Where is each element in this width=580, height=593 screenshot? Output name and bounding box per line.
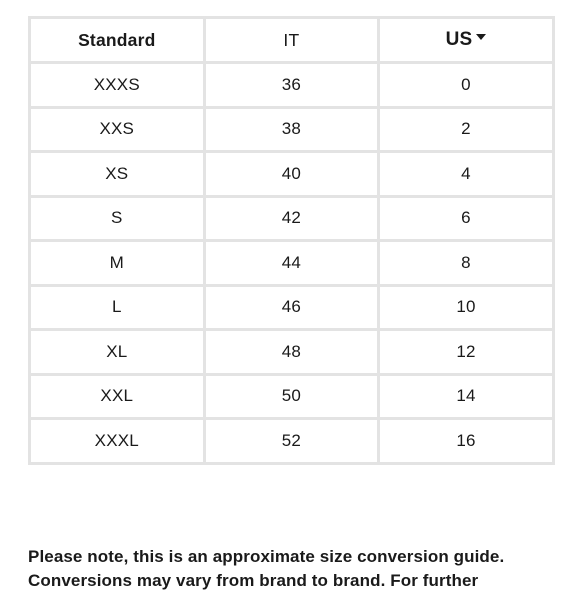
cell-it: 44 [204,241,379,286]
column-header-us-sortable[interactable] [379,18,554,63]
cell-standard: M [30,241,205,286]
table-row [30,152,554,197]
table-row [30,419,554,464]
cell-us: 12 [379,330,554,375]
size-guide-note [28,545,568,593]
cell-us: 10 [379,285,554,330]
size-conversion-table [28,16,555,465]
cell-standard: XXS [30,107,205,152]
column-header-it [204,18,379,63]
cell-us: 16 [379,419,554,464]
cell-us: 8 [379,241,554,286]
cell-it: 42 [204,196,379,241]
table-row [30,285,554,330]
cell-it: 46 [204,285,379,330]
cell-standard: S [30,196,205,241]
cell-standard: XS [30,152,205,197]
table-row [30,196,554,241]
cell-standard: XXL [30,374,205,419]
cell-it: 48 [204,330,379,375]
table-row [30,63,554,108]
note-line: Conversions may vary from brand to brand. For further [28,571,479,590]
cell-us: 14 [379,374,554,419]
table-row [30,330,554,375]
column-header-label: IT [283,29,300,50]
column-header-standard [30,18,205,63]
cell-it: 52 [204,419,379,464]
cell-standard: XXXL [30,419,205,464]
cell-it: 36 [204,63,379,108]
table-row [30,107,554,152]
column-header-label: US [445,29,473,50]
note-line: Please note, this is an approximate size conversion guide. [28,547,505,566]
cell-standard: L [30,285,205,330]
cell-us: 2 [379,107,554,152]
caret-down-icon [476,34,486,40]
column-header-label: Standard [78,29,156,50]
cell-standard: XL [30,330,205,375]
cell-standard: XXXS [30,63,205,108]
cell-us: 0 [379,63,554,108]
table-row [30,374,554,419]
cell-it: 38 [204,107,379,152]
table-row [30,241,554,286]
table-header-row [30,18,554,63]
cell-it: 50 [204,374,379,419]
cell-it: 40 [204,152,379,197]
cell-us: 6 [379,196,554,241]
cell-us: 4 [379,152,554,197]
